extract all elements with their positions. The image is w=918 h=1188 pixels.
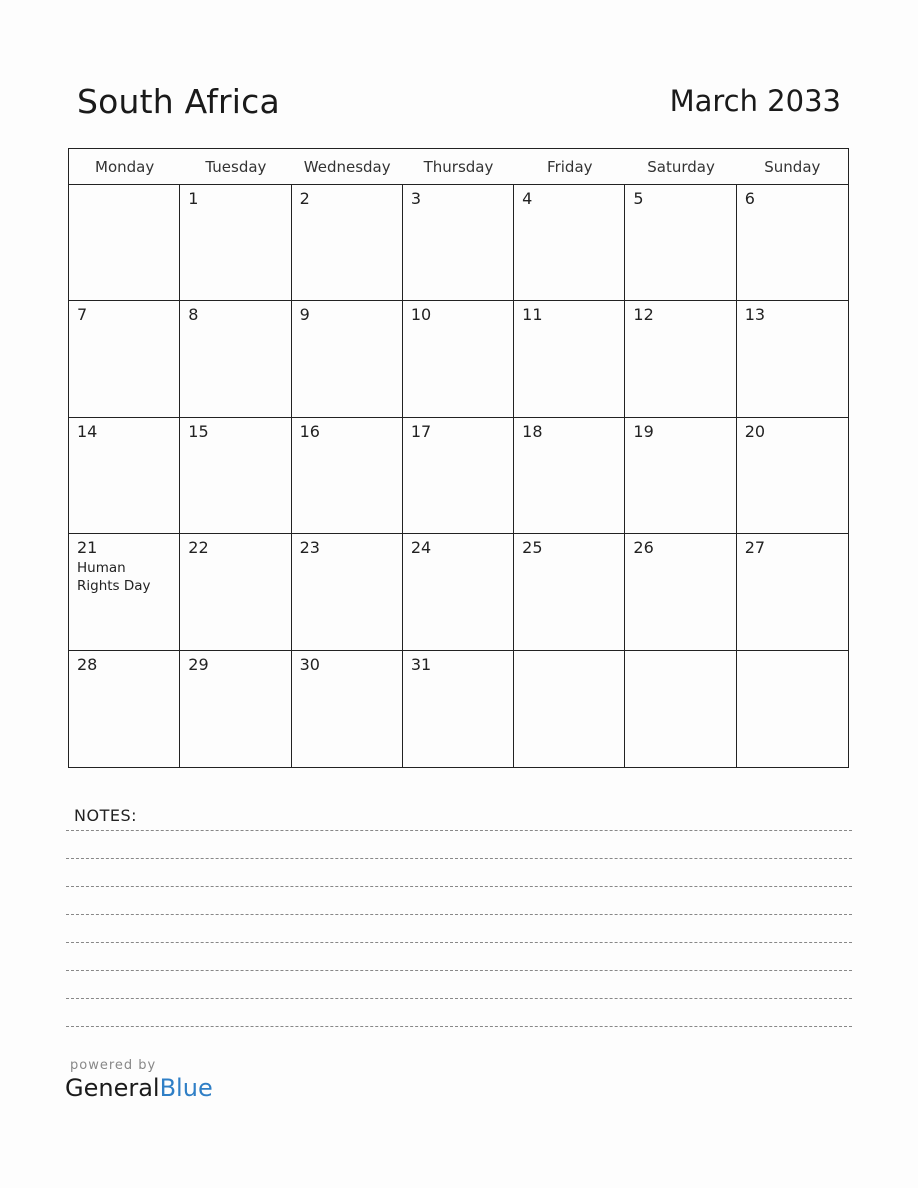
powered-by-text: powered by [70,1058,157,1073]
notes-line [66,998,852,999]
day-cell [625,301,736,417]
day-cell [292,534,403,650]
day-cell [625,534,736,650]
day-cell [403,534,514,650]
day-cell [737,534,848,650]
notes-line [66,830,852,831]
notes-line [66,886,852,887]
day-cell [737,418,848,534]
day-number: 12 [633,305,654,325]
day-number: 18 [522,421,543,441]
day-cell [180,301,291,417]
day-cell [69,185,180,301]
day-cell [180,651,291,767]
day-cell [292,185,403,301]
day-cell [514,185,625,301]
day-number: 23 [299,538,320,558]
day-cell [625,185,736,301]
day-number: 20 [744,421,766,441]
weekday-monday: Monday [95,158,155,176]
notes-line [66,970,852,971]
day-cell-holiday [69,534,180,650]
day-number: 27 [744,538,766,558]
day-cell [292,651,403,767]
notes-line [66,1026,852,1027]
day-number: 3 [410,189,422,208]
day-cell [737,651,848,767]
weekday-friday: Friday [547,158,593,176]
day-number: 9 [299,305,310,325]
day-number: 19 [633,421,654,441]
weekday-thursday: Thursday [423,158,494,176]
day-cell [514,651,625,767]
notes-line [66,942,852,943]
generalblue-logo [65,1074,213,1102]
day-number: 31 [410,654,432,674]
month-year-title: March 2033 [669,84,841,118]
day-number: 1 [188,189,199,208]
notes-label: NOTES: [74,806,137,825]
brand-general: General [65,1074,160,1102]
day-cell [514,418,625,534]
day-number: 15 [188,421,209,441]
day-cell [737,301,848,417]
day-cell [292,301,403,417]
brand-blue: Blue [159,1074,213,1102]
day-cell [69,651,180,767]
notes-line [66,914,852,915]
day-cell [403,651,514,767]
weekday-tuesday: Tuesday [205,158,267,176]
day-cell [625,651,736,767]
day-number: 29 [188,654,209,674]
day-number: 10 [410,305,432,325]
day-number: 7 [77,305,88,325]
day-number: 22 [188,538,209,558]
holiday-label-line2: Rights Day [77,578,151,595]
day-number: 24 [410,538,432,558]
day-number: 14 [77,421,98,441]
holiday-label-line1: Human [77,560,126,577]
day-number: 28 [77,654,98,674]
day-number: 13 [744,305,766,325]
day-cell [292,418,403,534]
day-cell [625,418,736,534]
calendar-body [69,185,848,767]
day-number: 26 [633,538,654,558]
day-number: 5 [633,189,644,208]
day-number: 25 [522,538,543,558]
day-cell [403,301,514,417]
day-number: 2 [299,189,310,208]
day-cell [180,185,291,301]
day-cell [69,418,180,534]
day-cell [403,185,514,301]
weekday-saturday: Saturday [647,158,715,176]
day-number: 16 [299,421,320,441]
day-number: 30 [299,654,320,674]
day-cell [514,301,625,417]
day-number: 6 [744,189,755,208]
day-number: 17 [410,421,432,441]
weekday-header-row [69,149,848,185]
day-cell [514,534,625,650]
day-cell [180,418,291,534]
weekday-wednesday: Wednesday [303,158,391,176]
day-cell [180,534,291,650]
day-cell [69,301,180,417]
notes-line [66,858,852,859]
day-number: 21 [77,538,98,558]
weekday-sunday: Sunday [764,158,821,176]
day-number: 4 [522,189,533,208]
day-number: 11 [522,305,543,325]
day-cell [737,185,848,301]
day-number: 8 [188,305,199,325]
country-title: South Africa [77,82,280,121]
day-cell [403,418,514,534]
calendar-grid [68,148,849,768]
